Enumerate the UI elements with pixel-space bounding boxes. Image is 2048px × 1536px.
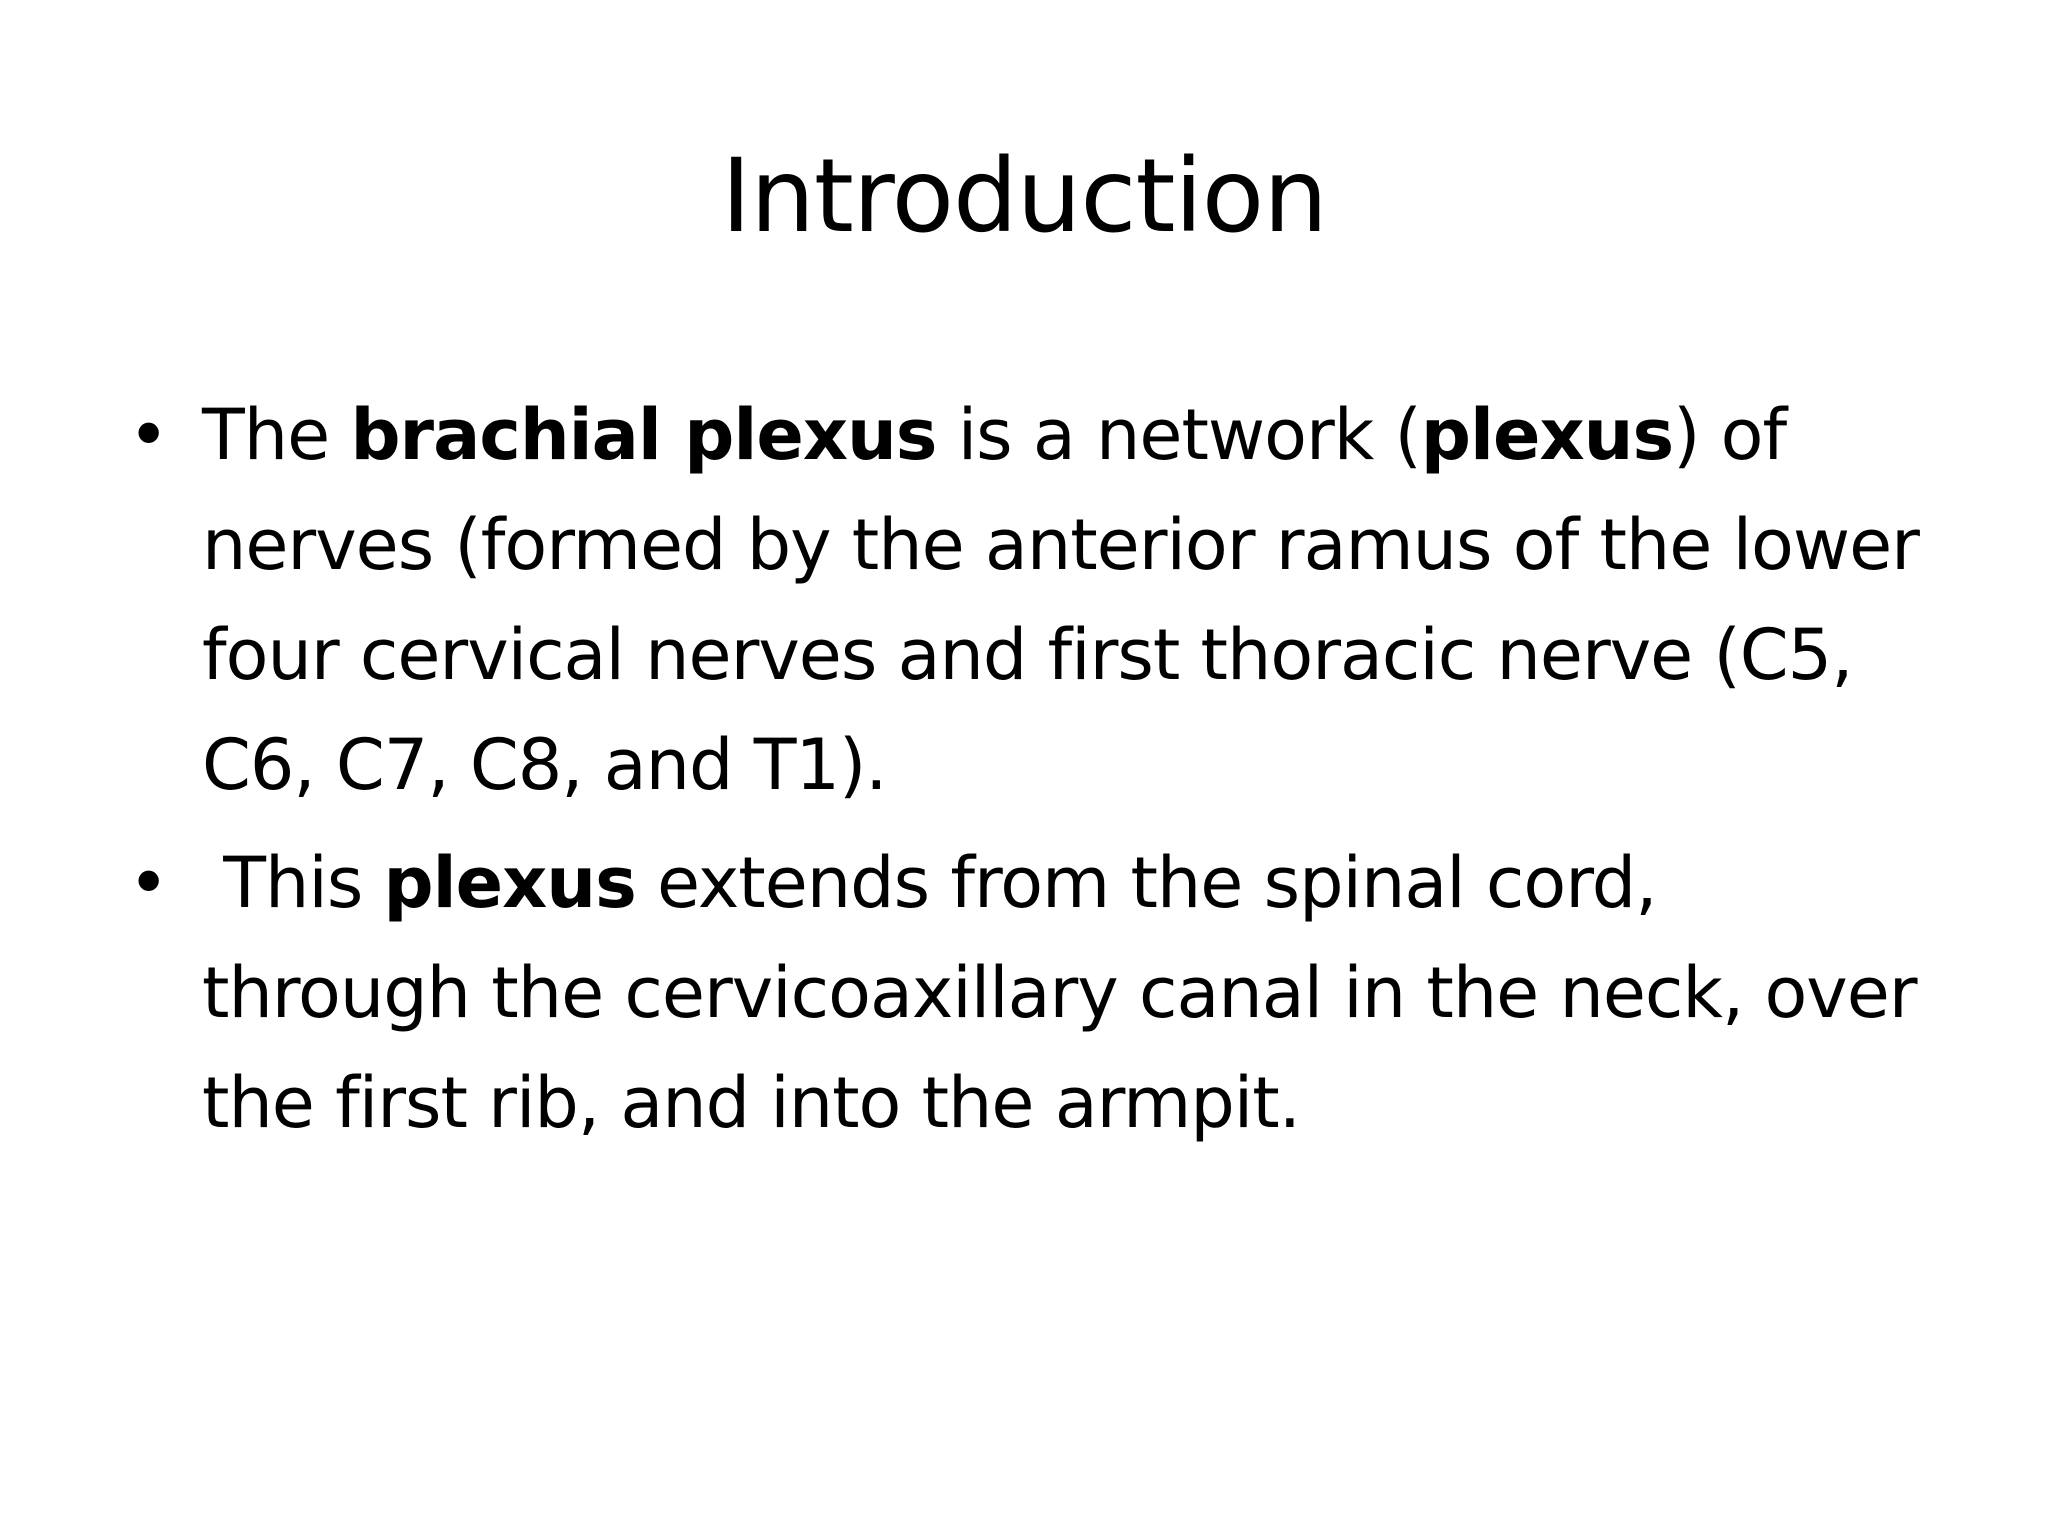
bullet-marker: • [128,842,169,924]
bullet-bold-term: brachial plexus [350,394,937,476]
bullet-text-segment: extends from the spinal cord, through the cervicoaxillary canal in the neck, over the first rib, and into the armpit. [202,842,1917,1144]
bullet-list [120,380,1920,1166]
bullet-item-1 [120,380,1920,820]
bullet-bold-term: plexus [383,842,636,924]
bullet-bold-term: plexus [1420,394,1674,476]
bullet-text-segment: ) of nerves (formed by the anterior ramus of the lower four cervical nerves and first thoracic nerve (C5, C6, C7, C8, and T1). [202,394,1919,806]
bullet-text-segment: is a network ( [936,394,1421,476]
bullet-marker: • [128,394,169,476]
bullet-text-segment: The [202,394,351,476]
bullet-text-segment: This [202,842,384,924]
bullet-item-2 [120,828,1920,1158]
slide-title: Introduction [721,137,1327,256]
